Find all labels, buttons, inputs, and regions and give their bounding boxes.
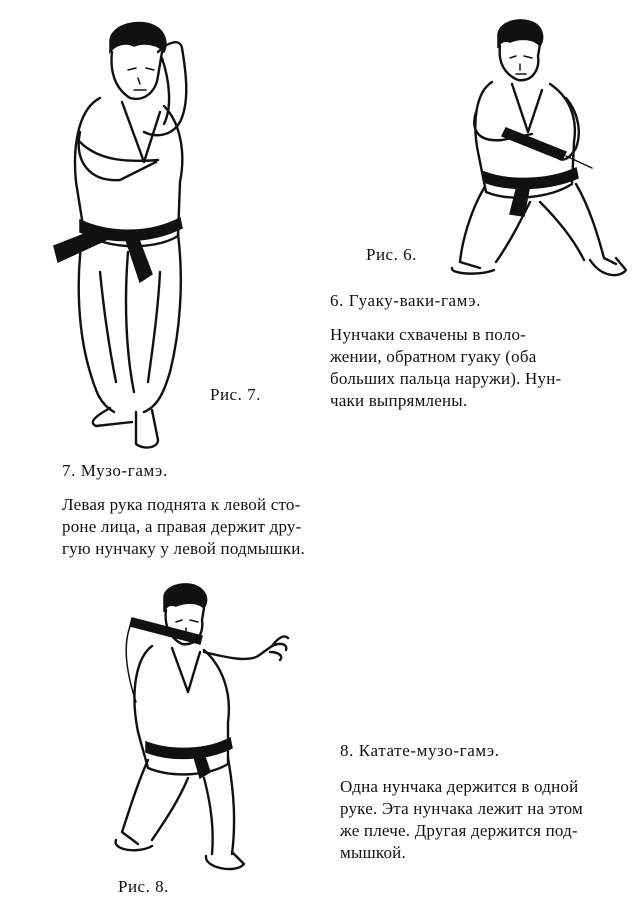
section-6-line: чаки выпрямлены. — [330, 391, 468, 410]
figure-6-caption: Рис. 6. — [366, 245, 417, 264]
section-6-line: Нунчаки схвачены в поло- — [330, 325, 527, 344]
section-6-paragraph — [330, 324, 616, 412]
section-8-line: же плече. Другая держится под- — [340, 821, 578, 840]
section-8-line: руке. Эта нунчака лежит на этом — [340, 799, 583, 818]
section-6-line: больших пальца наружи). Нун- — [330, 369, 562, 388]
section-7-heading: 7. Музо-гамэ. — [62, 461, 168, 480]
section-7-paragraph — [62, 494, 340, 560]
figure-7-caption: Рис. 7. — [210, 385, 261, 404]
section-6-line: жении, обратном гуаку (оба — [330, 347, 537, 366]
section-6-heading: 6. Гуаку-ваки-гамэ. — [330, 291, 481, 310]
section-8-line: Одна нунчака держится в одной — [340, 777, 579, 796]
section-8-paragraph — [340, 776, 618, 864]
section-7-line: роне лица, а правая держит дру- — [62, 517, 302, 536]
section-8-heading: 8. Катате-музо-гамэ. — [340, 741, 500, 760]
karate-stance-muzo-figure — [40, 12, 210, 452]
figure-8-caption: Рис. 8. — [118, 877, 169, 896]
karate-stance-gyaku-waki-figure — [440, 12, 630, 282]
karate-stance-katate-muzo-figure — [108, 582, 298, 882]
section-7-line: гую нунчаку у левой подмышки. — [62, 539, 305, 558]
section-8-line: мышкой. — [340, 843, 406, 862]
section-7-line: Левая рука поднята к левой сто- — [62, 495, 301, 514]
